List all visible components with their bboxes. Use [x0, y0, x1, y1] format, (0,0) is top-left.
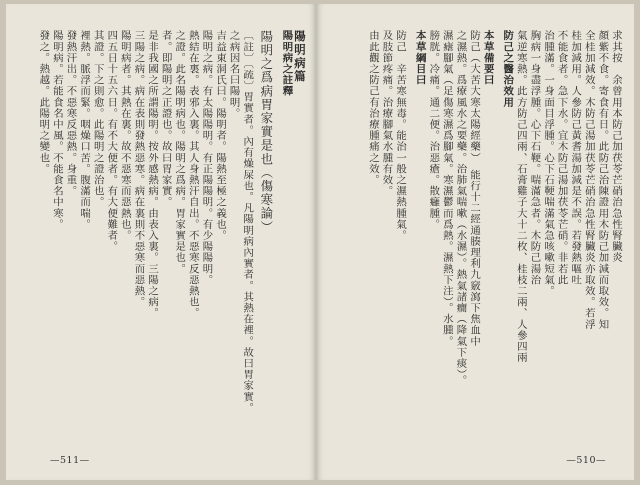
text-column: 顏紫不食。寄食有日。此防己治陳證用木防己加減而取效。知: [596, 30, 609, 330]
text-column: 氣逆寒熱。此方防己四兩、石膏雞子大十二枚、桂枝二兩、人參四兩: [514, 30, 527, 363]
page-number: —510—: [566, 455, 606, 466]
text-column: 是非我國之所謂陽明。按外感熱病。由表入裏。三陽之病。: [146, 30, 159, 319]
text-column: 胸病一身盡浮腫。心下石鞕。喘滿急者。木防己湯治: [528, 30, 541, 286]
text-column: 全桂加減效。木防己湯加茯苓芒硝治急性腎臟炎亦取效。若浮: [582, 30, 595, 330]
text-column: 三陽之病。病在表則發熱惡寒。病在裏則不惡寒而惡熱。: [132, 30, 145, 308]
text-column: 陽明病者。其熱在裏。故不惡寒而惡熱也。: [118, 30, 131, 241]
text-column: 其證。下之則愈。此陽明之證治也。: [91, 30, 104, 208]
text-column: 陽明病。若能食名中風。不能食名中寒。: [50, 30, 63, 230]
right-page-text: [332, 30, 622, 440]
text-column: 發熱汗出。不惡寒反惡熱。身重。: [64, 30, 77, 197]
text-column: 發之。熱越。此陽明之變也。: [37, 30, 50, 175]
text-column: 陽明之病。有太陽陽明。有正陽陽明。有少陽陽明。: [200, 30, 213, 286]
source-heading: 本草備要曰: [481, 30, 494, 86]
text-column: 不能食者。急下水。宜木防己湯加茯苓芒硝。非若此: [555, 30, 568, 286]
chapter-title: 陽明病篇: [293, 30, 307, 84]
right-page: [316, 4, 634, 480]
text-column: 裡熱。脈浮而緊。咽燥口苦。腹滿而喘。: [78, 30, 91, 230]
page-number: —511—: [50, 455, 90, 466]
left-page: [6, 4, 316, 480]
text-column: 之證。此名陽明病也。陽明之爲病。胃家實是也。: [173, 30, 186, 275]
text-column: 之濕熱。爲療風水之要藥。治肺氣喘嗽（水濕）。熱氣諸癇（降氣下痰）。: [454, 30, 467, 386]
text-column: 防己（大苦大寒太陽經藥） 能行十二經通腠理利九竅瀉下焦血中: [468, 30, 481, 347]
text-column: 之病因名曰陽明。: [227, 30, 240, 119]
text-column: 防己 辛苦寒無毒。能治一般之濕熱腫氣。: [394, 30, 407, 241]
section-heading: 防己之醫治效用: [501, 30, 514, 108]
source-heading: 本草綱目曰: [413, 30, 426, 86]
text-column: 桂加減用。人參防己黃耆湯加減是不誤。若發熱嘔吐: [569, 30, 582, 286]
section-heading: 陽明病之註釋: [280, 30, 293, 97]
text-column: 四五日十五六日。有不大便者。有大便難者。: [105, 30, 118, 252]
text-column: 由此觀之防己有治療腫痛之效。: [366, 30, 379, 186]
text-column: 吉益東洞氏曰。陽明者。陽熱至極之義也。: [214, 30, 227, 241]
text-column: 熱結在裏。表邪入裏。其人身熱汗自出。不惡寒反惡熱也。: [186, 30, 199, 319]
book-spread: [6, 4, 634, 480]
text-column: 濕瘧腳氣（足傷寒濕爲腳氣。寒濕鬱而爲熱。濕熱下注）。水腫。: [440, 30, 453, 347]
text-column: 者。即陽明之正證也。故曰胃家實。: [159, 30, 172, 208]
text-column: 及肢節疼痛。治療腳氣水腫有效。: [380, 30, 393, 197]
left-page-text: [20, 30, 306, 440]
classic-quote: 陽明之爲病胃家實是也（傷寒論）: [258, 30, 274, 234]
text-column: 求其按 余曾用本防己加茯苓芒硝治急性腎臟炎: [610, 30, 622, 264]
text-column: 治腫滿。一身面目浮腫。心下石鞕喘滿氣急咳嗽短氣。: [542, 30, 555, 297]
text-column: 〔註〕〔疏〕胃實者。內有燥屎也。凡陽明病內實者。其熱在裡。故曰胃家實。: [241, 30, 254, 414]
text-column: 膀胱。冷痛。通二便。治惡瘡。散癰腫。: [427, 30, 440, 230]
